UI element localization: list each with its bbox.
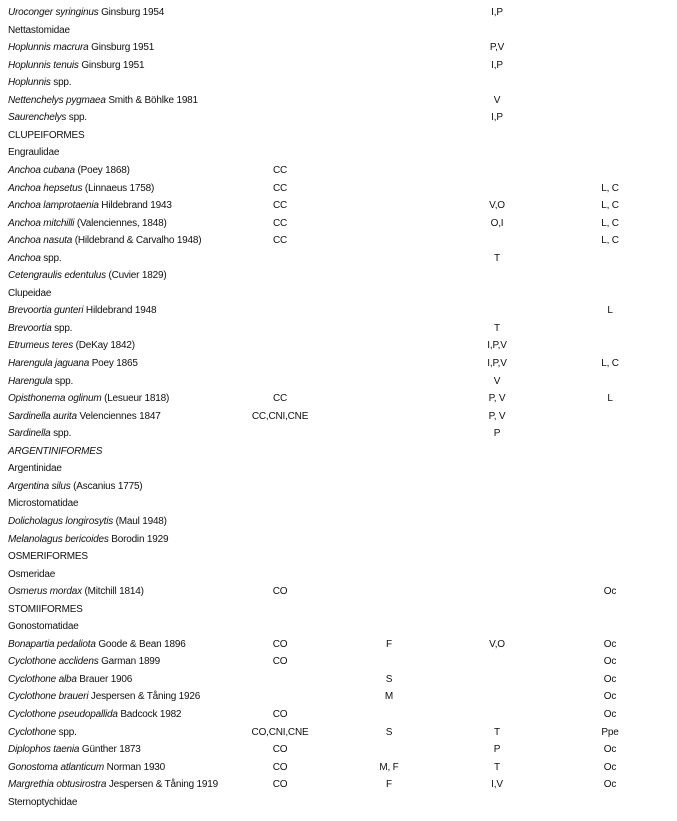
taxon-name xyxy=(8,162,130,180)
table-row xyxy=(0,302,677,320)
table-row xyxy=(0,653,677,671)
column-a-cell-text: CO xyxy=(272,744,288,756)
scientific-name: Cyclothone alba xyxy=(8,673,77,685)
taxon-name xyxy=(8,653,160,671)
table-row xyxy=(0,215,677,233)
taxon-name xyxy=(8,57,144,75)
scientific-name: Osmerus mordax xyxy=(8,586,82,598)
column-c-cell-text: V xyxy=(493,375,501,387)
table-row xyxy=(0,513,677,531)
scientific-name: Opisthonema oglinum xyxy=(8,393,102,405)
authority: CLUPEIFORMES xyxy=(8,129,85,141)
table-row xyxy=(0,127,677,145)
table-row xyxy=(0,531,677,549)
taxon-name xyxy=(8,109,87,127)
column-a-cell-text: CC xyxy=(272,235,288,247)
authority: Jespersen & Tåning 1919 xyxy=(106,779,218,791)
taxon-name xyxy=(8,671,132,689)
column-c-cell-text: V,O xyxy=(489,200,505,212)
scientific-name: Argentina silus xyxy=(8,480,71,492)
taxon-name xyxy=(8,513,167,531)
authority: Velenciennes 1847 xyxy=(76,410,161,422)
table-row xyxy=(0,759,677,777)
column-c-cell-text: T xyxy=(494,761,500,773)
taxon-name xyxy=(8,531,168,549)
table-row xyxy=(0,566,677,584)
column-d-cell-text: L, C xyxy=(601,217,619,229)
table-row xyxy=(0,144,677,162)
taxon-name xyxy=(8,302,156,320)
authority: Sternoptychidae xyxy=(8,796,78,808)
authority: (Cuvier 1829) xyxy=(105,270,167,282)
column-a-cell-text: CO,CNI,CNE xyxy=(251,726,309,738)
scientific-name: Uroconger syringinus xyxy=(8,7,99,18)
column-c-cell-text: P xyxy=(493,428,501,440)
authority: STOMIIFORMES xyxy=(8,603,83,615)
taxon-name xyxy=(8,724,77,742)
taxon-name xyxy=(8,741,141,759)
scientific-name: Sardinella xyxy=(8,428,51,440)
column-c-cell-text: I,P,V xyxy=(487,340,507,352)
table-row xyxy=(0,162,677,180)
authority: (Maul 1948) xyxy=(113,515,167,527)
column-c-cell-text: P, V xyxy=(488,410,506,422)
authority: (Poey 1868) xyxy=(74,164,130,176)
taxon-name xyxy=(8,4,164,22)
column-a-cell-text: CC xyxy=(272,182,288,194)
column-b-cell-text: M xyxy=(384,691,394,703)
scientific-name: Margrethia obtusirostra xyxy=(8,779,107,791)
authority: Ginsburg 1954 xyxy=(98,7,165,18)
table-row xyxy=(0,22,677,40)
taxon-name xyxy=(8,759,165,777)
authority: OSMERIFORMES xyxy=(8,551,88,563)
scientific-name: Harengula jaguana xyxy=(8,358,90,369)
column-c-cell-text: V xyxy=(493,94,501,106)
authority: spp. xyxy=(40,252,62,264)
scientific-name: Cyclothone braueri xyxy=(8,691,89,703)
column-d-cell-text: Oc xyxy=(603,761,617,773)
table-row xyxy=(0,4,677,22)
column-a-cell-text: CO xyxy=(272,709,288,720)
taxon-name xyxy=(8,566,55,584)
table-row xyxy=(0,250,677,268)
table-row xyxy=(0,776,677,794)
table-row xyxy=(0,671,677,689)
column-a-cell-text: CC xyxy=(272,393,288,405)
scientific-name: Sardinella aurita xyxy=(8,410,77,422)
authority: Jespersen & Tåning 1926 xyxy=(88,691,201,703)
column-c-cell-text: O,I xyxy=(490,217,504,229)
taxon-name xyxy=(8,127,85,145)
scientific-name: Cyclothone acclidens xyxy=(8,656,99,668)
authority: Hildebrand 1948 xyxy=(83,305,157,317)
authority: spp. xyxy=(50,428,72,440)
taxon-name xyxy=(8,215,167,233)
column-b-cell-text: S xyxy=(385,673,393,685)
table-row xyxy=(0,583,677,601)
taxon-name xyxy=(8,794,77,812)
column-d-cell-text: L xyxy=(607,393,613,405)
taxon-name xyxy=(8,636,186,654)
table-row xyxy=(0,320,677,338)
column-a-cell-text: CC xyxy=(272,217,288,229)
column-d-cell-text: Oc xyxy=(603,691,617,703)
table-row xyxy=(0,443,677,461)
authority: (Ascanius 1775) xyxy=(70,480,143,492)
taxon-name xyxy=(8,74,71,92)
table-row xyxy=(0,92,677,110)
taxon-name xyxy=(8,373,73,391)
taxon-name xyxy=(8,601,83,619)
scientific-name: Melanolagus bericoides xyxy=(8,533,109,545)
table-row xyxy=(0,794,677,812)
table-row xyxy=(0,408,677,426)
authority: (Valenciennes, 1848) xyxy=(74,217,167,229)
table-row xyxy=(0,232,677,250)
column-b-cell-text: M, F xyxy=(379,761,399,773)
authority: Osmeridae xyxy=(8,568,56,580)
scientific-name: Harengula xyxy=(8,375,53,387)
authority: Brauer 1906 xyxy=(76,673,133,685)
authority: Günther 1873 xyxy=(79,744,141,756)
taxon-name xyxy=(8,478,142,496)
scientific-name: Hoplunnis macrura xyxy=(8,42,89,54)
table-row xyxy=(0,636,677,654)
column-b-cell-text: S xyxy=(385,726,393,738)
scientific-name: Brevoortia xyxy=(8,322,52,334)
authority: Smith & Böhlke 1981 xyxy=(105,94,198,106)
column-d-cell-text: Ppe xyxy=(601,726,619,738)
column-a-cell-text: CO xyxy=(272,779,288,791)
authority: (DeKay 1842) xyxy=(73,340,135,352)
column-a-cell-text: CO xyxy=(272,586,288,598)
table-row xyxy=(0,57,677,75)
column-c-cell-text: I,P xyxy=(491,112,503,124)
column-c-cell-text: P,V xyxy=(489,42,505,54)
table-row xyxy=(0,688,677,706)
table-row xyxy=(0,267,677,285)
scientific-name: Dolicholagus longirosytis xyxy=(8,515,114,527)
scientific-name: Saurenchelys xyxy=(8,112,67,124)
table-row xyxy=(0,74,677,92)
table-row xyxy=(0,618,677,636)
scientific-name: Nettenchelys pygmaea xyxy=(8,94,106,106)
column-c-cell-text: T xyxy=(494,322,500,334)
scientific-name: Cyclothone pseudopallida xyxy=(8,709,118,720)
scientific-name: Bonapartia pedaliota xyxy=(8,638,96,650)
taxon-name xyxy=(8,425,71,443)
authority: spp. xyxy=(50,77,72,89)
authority: Borodin 1929 xyxy=(108,533,169,545)
table-row xyxy=(0,601,677,619)
column-d-cell-text: Oc xyxy=(603,673,617,685)
authority: Garman 1899 xyxy=(98,656,161,668)
table-row xyxy=(0,425,677,443)
authority: (Hildebrand & Carvalho 1948) xyxy=(72,235,202,247)
authority: Nettastomidae xyxy=(8,24,70,36)
scientific-name: Anchoa cubana xyxy=(8,164,75,176)
taxon-name xyxy=(8,267,166,285)
taxon-name xyxy=(8,408,161,426)
authority: Ginsburg 1951 xyxy=(88,42,155,54)
scientific-name: Anchoa nasuta xyxy=(8,235,73,247)
scientific-name: Anchoa xyxy=(8,252,41,264)
authority: Clupeidae xyxy=(8,287,52,299)
scientific-name: Anchoa mitchilli xyxy=(8,217,75,229)
column-c-cell-text: I,V xyxy=(491,779,503,791)
taxon-name xyxy=(8,39,154,57)
authority: Argentinidae xyxy=(8,463,62,475)
scientific-name: Anchoa hepsetus xyxy=(8,182,83,194)
authority: spp. xyxy=(66,112,87,124)
column-c-cell-text: I,P xyxy=(491,59,503,71)
table-row xyxy=(0,495,677,513)
column-d-cell-text: L, C xyxy=(601,235,619,247)
column-d-cell-text: L, C xyxy=(601,200,619,212)
authority: spp. xyxy=(56,726,77,738)
authority: Poey 1865 xyxy=(89,358,138,369)
taxon-name xyxy=(8,180,154,198)
column-c-cell-text: P xyxy=(493,744,501,756)
column-d-cell-text: Oc xyxy=(603,656,617,668)
taxon-name xyxy=(8,706,181,724)
column-c-cell-text: I,P xyxy=(491,7,503,18)
scientific-name: ARGENTINIFORMES xyxy=(8,445,103,457)
column-d-cell-text: L, C xyxy=(601,358,619,369)
authority: (Lesueur 1818) xyxy=(101,393,170,405)
table-row xyxy=(0,741,677,759)
authority: spp. xyxy=(51,322,73,334)
taxon-name xyxy=(8,22,70,40)
column-c-cell-text: P, V xyxy=(488,393,506,405)
column-a-cell-text: CC,CNI,CNE xyxy=(251,410,309,422)
taxon-name xyxy=(8,144,59,162)
table-row xyxy=(0,355,677,373)
table-row xyxy=(0,724,677,742)
taxon-name xyxy=(8,495,78,513)
table-row xyxy=(0,180,677,198)
column-c-cell-text: V,O xyxy=(489,638,505,650)
table-row xyxy=(0,39,677,57)
authority: Norman 1930 xyxy=(104,761,166,773)
column-a-cell-text: CC xyxy=(272,200,288,212)
taxon-name xyxy=(8,355,138,373)
column-d-cell-text: Oc xyxy=(603,638,617,650)
column-c-cell-text: I,P,V xyxy=(487,358,507,369)
taxon-name xyxy=(8,285,51,303)
taxon-name xyxy=(8,548,88,566)
scientific-name: Cyclothone xyxy=(8,726,57,738)
column-d-cell-text: L, C xyxy=(601,182,619,194)
column-a-cell-text: CO xyxy=(272,761,288,773)
authority: Microstomatidae xyxy=(8,498,79,510)
scientific-name: Hoplunnis tenuis xyxy=(8,59,79,71)
authority: Badcock 1982 xyxy=(117,709,182,720)
taxon-name xyxy=(8,460,62,478)
table-row xyxy=(0,478,677,496)
taxon-name xyxy=(8,390,169,408)
authority: Hildebrand 1943 xyxy=(98,200,172,212)
column-d-cell-text: Oc xyxy=(603,779,617,791)
taxon-name xyxy=(8,232,201,250)
table-row xyxy=(0,706,677,724)
column-c-cell-text: T xyxy=(494,726,500,738)
table-row xyxy=(0,373,677,391)
taxon-name xyxy=(8,250,61,268)
column-a-cell-text: CO xyxy=(272,638,288,650)
table-row xyxy=(0,197,677,215)
taxon-name xyxy=(8,92,198,110)
column-a-cell-text: CC xyxy=(272,164,288,176)
column-d-cell-text: L xyxy=(607,305,613,317)
authority: (Mitchill 1814) xyxy=(81,586,144,598)
scientific-name: Diplophos taenia xyxy=(8,744,80,756)
taxon-name xyxy=(8,688,200,706)
table-row xyxy=(0,337,677,355)
scientific-name: Cetengraulis edentulus xyxy=(8,270,106,282)
column-b-cell-text: F xyxy=(386,779,392,791)
table-row xyxy=(0,109,677,127)
scientific-name: Anchoa lamprotaenia xyxy=(8,200,99,212)
column-d-cell-text: Oc xyxy=(603,744,617,756)
column-d-cell-text: Oc xyxy=(603,586,617,598)
authority: spp. xyxy=(52,375,74,387)
scientific-name: Hoplunnis xyxy=(8,77,51,89)
taxon-name xyxy=(8,320,72,338)
column-b-cell-text: F xyxy=(386,638,392,650)
table-row xyxy=(0,285,677,303)
table-row xyxy=(0,390,677,408)
taxon-name xyxy=(8,197,172,215)
table-row xyxy=(0,548,677,566)
column-d-cell-text: Oc xyxy=(603,709,617,720)
taxon-name xyxy=(8,443,102,461)
column-a-cell-text: CO xyxy=(272,656,288,668)
table-row xyxy=(0,460,677,478)
taxon-name xyxy=(8,583,144,601)
authority: (Linnaeus 1758) xyxy=(82,182,155,194)
column-c-cell-text: T xyxy=(494,252,500,264)
taxon-name xyxy=(8,618,79,636)
authority: Ginsburg 1951 xyxy=(78,59,145,71)
authority: Engraulidae xyxy=(8,147,60,159)
taxon-name xyxy=(8,337,135,355)
authority: Gonostomatidae xyxy=(8,621,79,633)
scientific-name: Gonostoma atlanticum xyxy=(8,761,105,773)
taxon-name xyxy=(8,776,218,794)
scientific-name: Brevoortia gunteri xyxy=(8,305,84,317)
authority: Goode & Bean 1896 xyxy=(95,638,186,650)
scientific-name: Etrumeus teres xyxy=(8,340,74,352)
